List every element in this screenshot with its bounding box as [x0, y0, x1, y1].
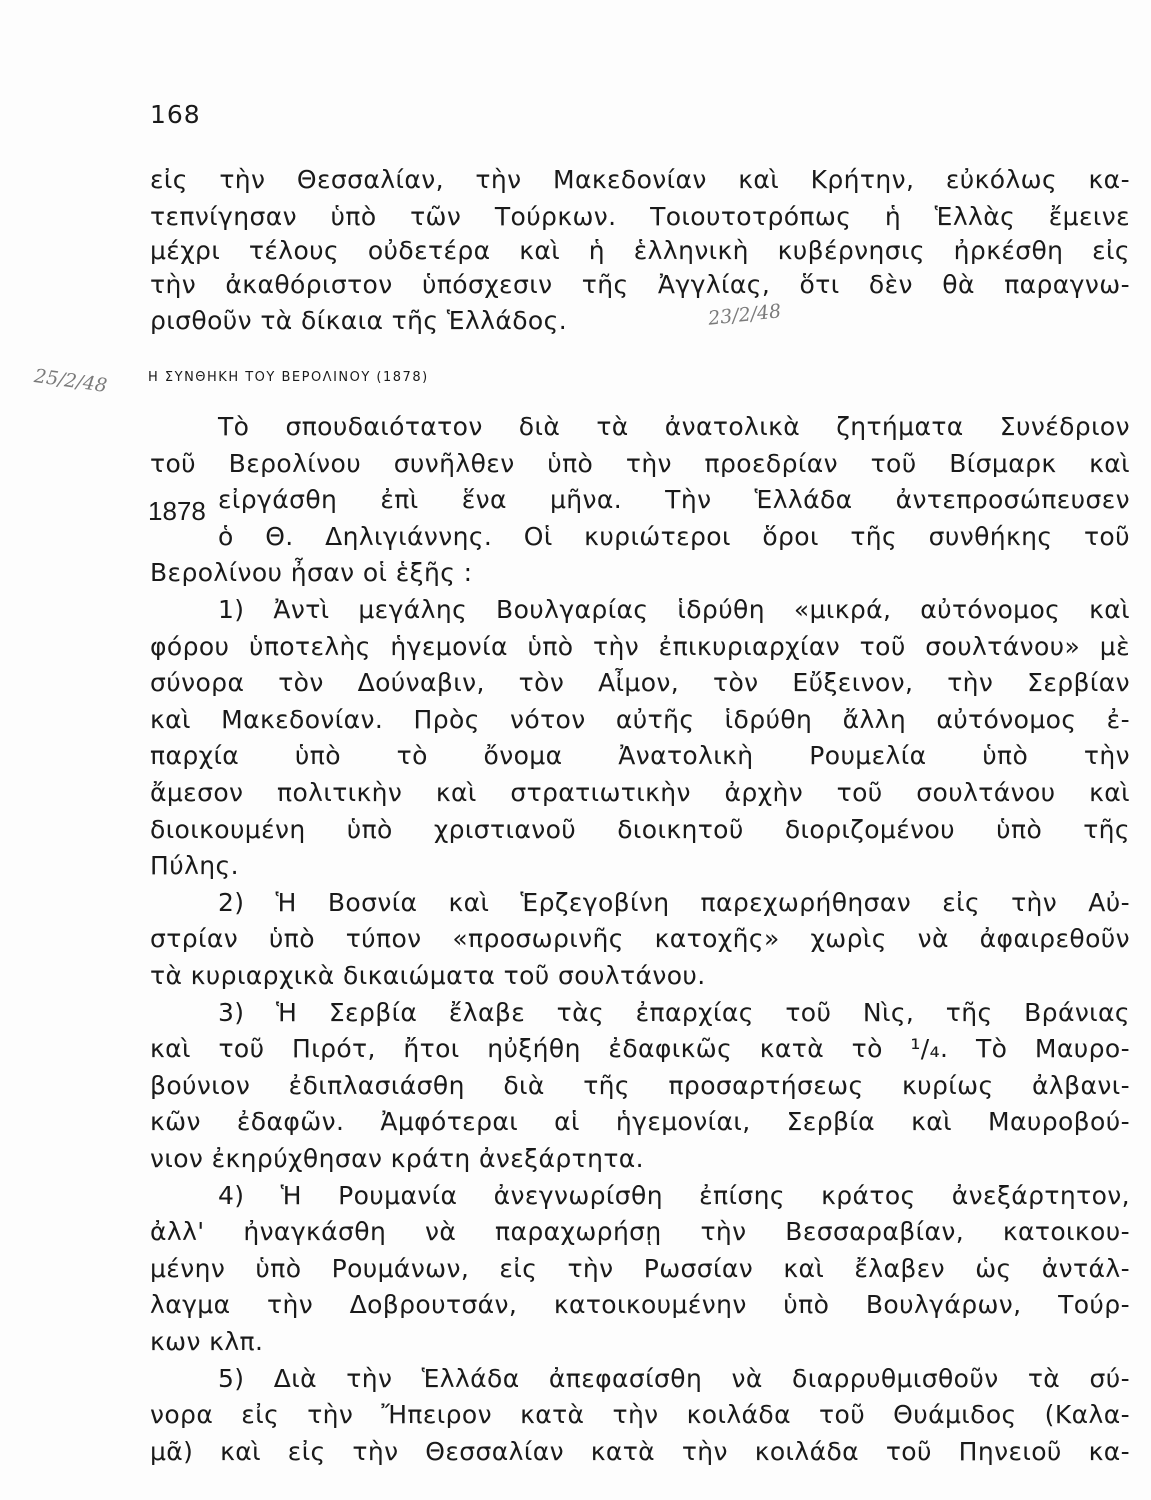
text-line: εἰργάσθη ἐπὶ ἕνα μῆνα. Τὴν Ἑλλάδα ἀντεπροσώπευσεν	[218, 485, 1130, 515]
text-line: τεπνίγησαν ὑπὸ τῶν Τούρκων. Τοιουτοτρόπως ἡ Ἑλλὰς ἔμεινε	[150, 202, 1130, 231]
text-line: μᾶ) καὶ εἰς τὴν Θεσσαλίαν κατὰ τὴν κοιλάδα τοῦ Πηνειοῦ κα-	[150, 1436, 1130, 1466]
text-line: τὰ κυριαρχικὰ δικαιώματα τοῦ σουλτάνου.	[150, 961, 706, 990]
text-line: 2) Ἡ Βοσνία καὶ Ἑρζεγοβίνη παρεχωρήθησαν εἰς τὴν Αὐ-	[218, 887, 1130, 917]
text-line: ρισθοῦν τὰ δίκαια τῆς Ἑλλάδος.	[150, 306, 568, 335]
text-line: καὶ Μακεδονίαν. Πρὸς νότον αὐτῆς ἱδρύθη ἄλλη αὐτόνομος ἐ-	[150, 704, 1130, 734]
text-line: κων κλπ.	[150, 1327, 264, 1356]
text-line: εἰς τὴν Θεσσαλίαν, τὴν Μακεδονίαν καὶ Κρήτην, εὐκόλως κα-	[150, 165, 1130, 194]
text-line: ἄμεσον πολιτικὴν καὶ στρατιωτικὴν ἀρχὴν τοῦ σουλτάνου καὶ	[150, 778, 1130, 807]
text-line: τὴν ἀκαθόριστον ὑπόσχεσιν τῆς Ἀγγλίας, ὅτι δὲν θὰ παραγνω-	[150, 270, 1130, 299]
text-line: νιον ἐκηρύχθησαν κράτη ἀνεξάρτητα.	[150, 1144, 645, 1173]
text-line: νορα εἰς τὴν Ἤπειρον κατὰ τὴν κοιλάδα τοῦ Θυάμιδος (Καλα-	[150, 1400, 1130, 1430]
section-heading: Η ΣΥΝΘΗΚΗ ΤΟΥ ΒΕΡΟΛΙΝΟΥ (1878)	[148, 370, 429, 385]
margin-year: 1878	[148, 496, 206, 526]
text-line: βούνιον ἐδιπλασιάσθη διὰ τῆς προσαρτήσεως κυρίως ἀλβανι-	[150, 1070, 1130, 1100]
text-line: παρχία ὑπὸ τὸ ὄνομα Ἀνατολικὴ Ρουμελία ὑπὸ τὴν	[150, 741, 1130, 771]
text-line: Τὸ σπουδαιότατον διὰ τὰ ἀνατολικὰ ζητήματα Συνέδριον	[218, 412, 1130, 441]
page-number: 168	[150, 100, 201, 129]
text-line: σύνορα τὸν Δούναβιν, τὸν Αἶμον, τὸν Εὔξεινον, τὴν Σερβίαν	[150, 668, 1130, 698]
text-line: Βερολίνου ἦσαν οἱ ἑξῆς :	[150, 558, 473, 588]
text-line: στρίαν ὑπὸ τύπον «προσωρινῆς κατοχῆς» χωρὶς νὰ ἀφαιρεθοῦν	[150, 924, 1130, 954]
text-line: 4) Ἡ Ρουμανία ἀνεγνωρίσθη ἐπίσης κράτος ἀνεξάρτητον,	[218, 1180, 1130, 1210]
text-line: καὶ τοῦ Πιρότ, ἤτοι ηὐξήθη ἐδαφικῶς κατὰ τὸ ¹/₄. Τὸ Μαυρο-	[150, 1034, 1130, 1064]
text-line: διοικουμένη ὑπὸ χριστιανοῦ διοικητοῦ διοριζομένου ὑπὸ τῆς	[150, 814, 1130, 844]
text-line: κῶν ἐδαφῶν. Ἀμφότεραι αἱ ἡγεμονίαι, Σερβία καὶ Μαυροβού-	[150, 1107, 1130, 1137]
text-line: ὁ Θ. Δηλιγιάννης. Οἱ κυριώτεροι ὅροι τῆς συνθήκης τοῦ	[218, 521, 1130, 551]
text-line: φόρου ὑποτελὴς ἡγεμονία ὑπὸ τὴν ἐπικυριαρχίαν τοῦ σουλτάνου» μὲ	[150, 631, 1130, 661]
handwritten-margin-date: 25/2/48	[32, 365, 109, 397]
text-line: μέχρι τέλους οὐδετέρα καὶ ἡ ἑλληνικὴ κυβέρνησις ἠρκέσθη εἰς	[150, 236, 1130, 265]
text-line: ἀλλ' ἠναγκάσθη νὰ παραχωρήσῃ τὴν Βεσσαραβίαν, κατοικου-	[150, 1217, 1130, 1247]
text-line: 1) Ἀντὶ μεγάλης Βουλγαρίας ἱδρύθη «μικρά, αὐτόνομος καὶ	[218, 595, 1130, 624]
text-line: τοῦ Βερολίνου συνῆλθεν ὑπὸ τὴν προεδρίαν τοῦ Βίσμαρκ καὶ	[150, 448, 1130, 478]
text-line: 5) Διὰ τὴν Ἑλλάδα ἀπεφασίσθη νὰ διαρρυθμισθοῦν τὰ σύ-	[218, 1363, 1130, 1393]
text-line: 3) Ἡ Σερβία ἔλαβε τὰς ἐπαρχίας τοῦ Νὶς, τῆς Βράνιας	[218, 997, 1130, 1027]
text-line: λαγμα τὴν Δοβρουτσάν, κατοικουμένην ὑπὸ Βουλγάρων, Τούρ-	[150, 1290, 1130, 1320]
text-line: Πύλης.	[150, 851, 239, 881]
text-line: μένην ὑπὸ Ρουμάνων, εἰς τὴν Ρωσσίαν καὶ ἔλαβεν ὡς ἀντάλ-	[150, 1253, 1130, 1283]
handwritten-date-note: 23/2/48	[707, 300, 783, 330]
